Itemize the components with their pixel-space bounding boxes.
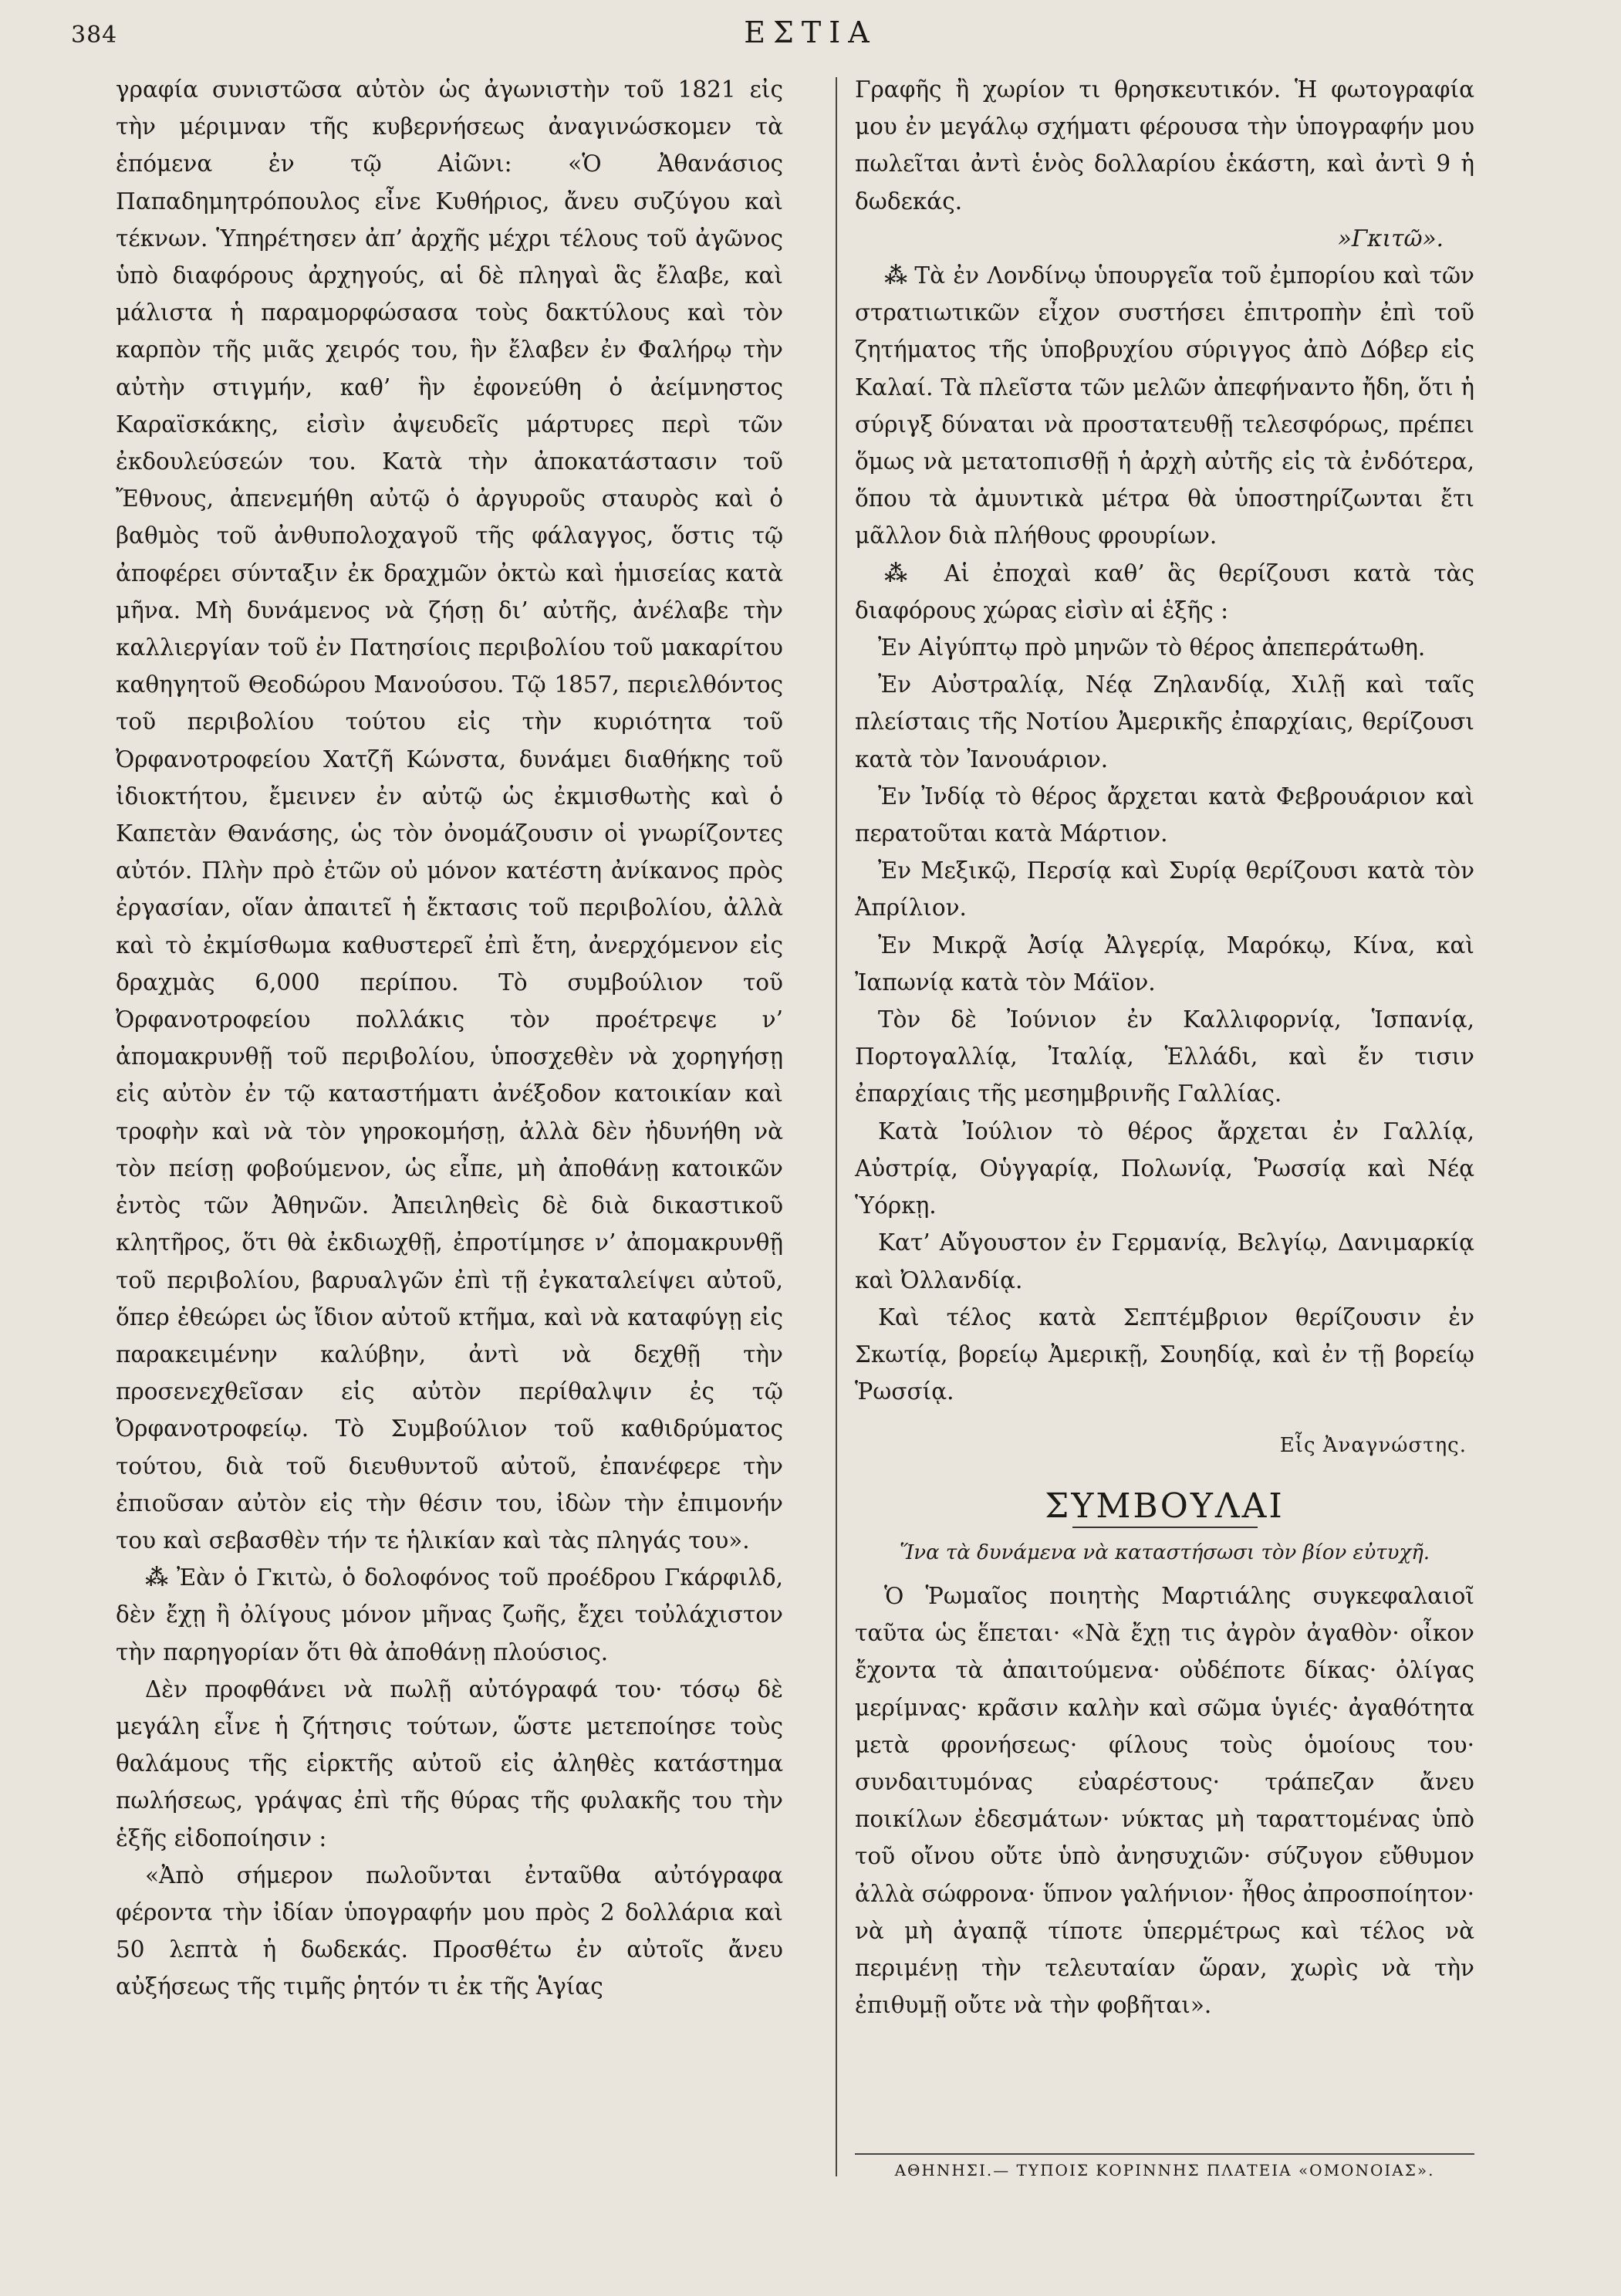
column-divider: [836, 77, 837, 2176]
harvest-list-item: Τὸν δὲ Ἰούνιον ἐν Καλλιφορνίᾳ, Ἱσπανίᾳ, Πορτογαλλίᾳ, Ἰταλίᾳ, Ἑλλάδι, καὶ ἔν τισιν ἐπαρχίαις τῆς μεσημβρινῆς Γαλλίας.: [855, 1006, 1474, 1107]
page-number: 384: [71, 22, 118, 49]
harvest-list-item: Ἐν Μικρᾷ Ἀσίᾳ Ἀλγερίᾳ, Μαρόκῳ, Κίνα, καὶ Ἰαπωνίᾳ κατὰ τὸν Μάϊον.: [855, 932, 1474, 996]
harvest-list-item: Κατὰ Ἰούλιον τὸ θέρος ἄρχεται ἐν Γαλλίᾳ, Αὐστρίᾳ, Οὑγγαρίᾳ, Πολωνίᾳ, Ῥωσσίᾳ καὶ Νέᾳ Ὑόρκῃ.: [855, 1118, 1474, 1219]
autograph-paragraph: Δὲν προφθάνει νὰ πωλῇ αὐτόγραφά του· τόσῳ δὲ μεγάλη εἶνε ἡ ζήτησις τούτων, ὥστε μετεποίησε τοὺς θαλάμους τῆς εἱρκτῆς αὐτοῦ εἰς ἀληθὲς κατάστημα πωλήσεως, γράψας ἐπὶ τῆς θύρας τῆς φυλακῆς του τὴν ἑξῆς εἰδοποίησιν :: [116, 1676, 783, 1851]
imprint-rule: [855, 2153, 1474, 2155]
notice-quote-continuation: Γραφῆς ἢ χωρίον τι θρησκευτικόν. Ἡ φωτογραφία μου ἐν μεγάλῳ σχήματι φέρουσα τὴν ὑπογραφήν μου πωλεῖται ἀντὶ ἑνὸς δολλαρίου ἑκάστη, καὶ ἀντὶ 9 ἡ δωδεκάς.: [855, 76, 1474, 215]
signature-gkito-text: »Γκιτῶ».: [1337, 225, 1444, 252]
article-continuation-paragraph: γραφία συνιστῶσα αὐτὸν ὡς ἀγωνιστὴν τοῦ 1821 εἰς τὴν μέριμναν τῆς κυβερνήσεως ἀναγινώσκομεν τὰ ἑπόμενα ἐν τῷ Αἰῶνι: «Ὁ Ἀθανάσιος Παπαδημητρόπουλος εἶνε Κυθήριος, ἄνευ συζύγου καὶ τέκνων. Ὑπηρέτησεν ἀπ’ ἀρχῆς μέχρι τέλους τοῦ ἀγῶνος ὑπὸ διαφόρους ἀρχηγούς, αἱ δὲ πληγαὶ ἃς ἔλαβε, καὶ μάλιστα ἡ παραμορφώσασα τοὺς δακτύλους καὶ τὸν καρπὸν τῆς μιᾶς χειρός του, ἣν ἔλαβεν ἐν Φαλήρῳ τὴν αὐτὴν στιγμήν, καθ’ ἣν ἐφονεύθη ὁ ἀείμνηστος Καραϊσκάκης, εἰσὶν ἀψευδεῖς μάρτυρες περὶ τῶν ἐκδουλεύσεών του. Κατὰ τὴν ἀποκατάστασιν τοῦ Ἔθνους, ἀπενεμήθη αὐτῷ ὁ ἀργυροῦς σταυρὸς καὶ ὁ βαθμὸς τοῦ ἀνθυπολοχαγοῦ τῆς φάλαγγος, ὅστις τῷ ἀποφέρει σύνταξιν ἐκ δραχμῶν ὀκτὼ καὶ ἡμισείας κατὰ μῆνα. Μὴ δυνάμενος νὰ ζήσῃ δι’ αὐτῆς, ἀνέλαβε τὴν καλλιεργίαν τοῦ ἐν Πατησίοις περιβολίου τοῦ μακαρίτου καθηγητοῦ Θεοδώρου Μανούσου. Τῷ 1857, περιελθόντος τοῦ περιβολίου τούτου εἰς τὴν κυριότητα τοῦ Ὀρφανοτροφείου Χατζῆ Κώνστα, δυνάμει διαθήκης τοῦ ἰδιοκτήτου, ἔμεινεν ἐν αὐτῷ ὡς ἐκμισθωτὴς καὶ ὁ Καπετὰν Θανάσης, ὡς τὸν ὀνομάζουσιν οἱ γνωρίζοντες αὐτόν. Πλὴν πρὸ ἐτῶν οὐ μόνον κατέστη ἀνίκανος πρὸς ἐργασίαν, οἵαν ἀπαιτεῖ ἡ ἔκτασις τοῦ περιβολίου, ἀλλὰ καὶ τὸ ἐκμίσθωμα καθυστερεῖ ἐπὶ ἔτη, ἀνερχόμενον εἰς δραχμὰς 6,000 περίπου. Τὸ συμβούλιον τοῦ Ὀρφανοτροφείου πολλάκις τὸν προέτρεψε ν’ ἀπομακρυνθῇ τοῦ περιβολίου, ὑποσχεθὲν νὰ χορηγήσῃ εἰς αὐτὸν ἐν τῷ καταστήματι ἀνέξοδον κατοικίαν καὶ τροφὴν καὶ νὰ τὸν γηροκομήσῃ, ἀλλὰ δὲν ἠδυνήθη νὰ τὸν πείσῃ φοβούμενον, ὡς εἶπε, μὴ ἀποθάνῃ κατοικῶν ἐντὸς τῶν Ἀθηνῶν. Ἀπειληθεὶς δὲ διὰ δικαστικοῦ κλητῆρος, ὅτι θὰ ἐκδιωχθῇ, ἐπροτίμησε ν’ ἀπομακρυνθῇ τοῦ περιβολίου, βαρυαλγῶν ἐπὶ τῇ ἐγκαταλείψει αὐτοῦ, ὅπερ ἐθεώρει ὡς ἴδιον αὐτοῦ κτῆμα, καὶ νὰ καταφύγῃ εἰς παρακειμένην καλύβην, ἀντὶ νὰ δεχθῇ τὴν προσενεχθεῖσαν εἰς αὐτὸν περίθαλψιν ἐς τῷ Ὀρφανοτροφείῳ. Τὸ Συμβούλιον τοῦ καθιδρύματος τούτου, διὰ τοῦ διευθυντοῦ αὐτοῦ, ἐπανέφερε τὴν ἐπιοῦσαν αὐτὸν εἰς τὴν θέσιν του, ἰδὼν τὴν ἐπιμονήν του καὶ σεβασθὲν τήν τε ἡλικίαν καὶ τὰς πληγάς του».: [116, 76, 783, 1554]
harvest-list-item: Ἐν Ἰνδίᾳ τὸ θέρος ἄρχεται κατὰ Φεβρουάριον καὶ περατοῦται κατὰ Μάρτιον.: [855, 783, 1474, 847]
harvest-list-item: Καὶ τέλος κατὰ Σεπτέμβριον θερίζουσιν ἐν Σκωτίᾳ, βορείῳ Ἀμερικῇ, Σουηδίᾳ, καὶ ἐν τῇ βορείῳ Ῥωσσίᾳ.: [855, 1304, 1474, 1405]
running-head: ΕΣΤΙΑ: [744, 15, 877, 49]
printer-imprint: ΑΘΗΝΗΣΙ.— ΤΥΠΟΙΣ ΚΟΡΙΝΝΗΣ ΠΛΑΤΕΙΑ «ΟΜΟΝΟΙΑΣ».: [894, 2161, 1435, 2179]
section-marker-icon: ⁂: [145, 1564, 168, 1591]
harvest-intro-paragraph: [855, 555, 1474, 629]
guiteau-paragraph-text: Ἐὰν ὁ Γκιτὼ, ὁ δολοφόνος τοῦ προέδρου Γκάρφιλδ, δὲν ἔχῃ ἢ ὀλίγους μόνον μῆνας ζωῆς, ἔχει τοὐλάχιστον τὴν παρηγορίαν ὅτι θὰ ἀποθάνῃ πλούσιος.: [116, 1564, 784, 1665]
harvest-list-item: Κατ’ Αὔγουστον ἐν Γερμανίᾳ, Βελγίῳ, Δανιμαρκίᾳ καὶ Ὀλλανδίᾳ.: [855, 1229, 1474, 1293]
section-marker-icon: ⁂: [884, 262, 907, 289]
section-subtitle: Ἵνα τὰ δυνάμενα νὰ καταστήσωσι τὸν βίον εὐτυχῆ.: [899, 1540, 1430, 1564]
london-tunnel-text: Τὰ ἐν Λονδίνῳ ὑπουργεῖα τοῦ ἐμπορίου καὶ τῶν στρατιωτικῶν εἶχον συστήσει ἐπιτροπὴν ἐπὶ τοῦ ζητήματος τῆς ὑποβρυχίου σύριγγος ἀπὸ Δόβερ εἰς Καλαί. Τὰ πλεῖστα τῶν μελῶν ἀπεφήναντο ἤδη, ὅτι ἡ σύριγξ δύναται νὰ προστατευθῇ τελεσφόρως, πρέπει ὅμως νὰ μετατοπισθῇ ἡ ἀρχὴ αὐτῆς εἰς τὰ ἐνδότερα, ὅπου τὰ ἀμυντικὰ μέτρα θὰ ὑποστηρίζωνται ἔτι μᾶλλον διὰ πλήθους φρουρίων.: [855, 262, 1474, 549]
signature-reader: Εἷς Ἀναγνώστης.: [1279, 1434, 1467, 1458]
section-marker-icon: ⁂: [884, 559, 922, 587]
london-tunnel-paragraph: [855, 257, 1474, 555]
signature-gkito: [855, 220, 1474, 257]
title-underline: [1072, 1527, 1258, 1528]
harvest-list-item: Ἐν Αὐστραλίᾳ, Νέᾳ Ζηλανδίᾳ, Χιλῇ καὶ ταῖς πλείσταις τῆς Νοτίου Ἀμερικῆς ἐπαρχίαις, θερίζουσι κατὰ τὸν Ἰανουάριον.: [855, 671, 1474, 773]
left-column: [116, 71, 783, 2006]
harvest-intro-text: Αἱ ἐποχαὶ καθ’ ἃς θερίζουσι κατὰ τὰς διαφόρους χώρας εἰσὶν αἱ ἑξῆς :: [855, 560, 1474, 624]
harvest-list-item: Ἐν Μεξικῷ, Περσίᾳ καὶ Συρίᾳ θερίζουσι κατὰ τὸν Ἀπρίλιον.: [855, 857, 1474, 921]
right-column: [855, 71, 1474, 2024]
advice-paragraph: Ὁ Ῥωμαῖος ποιητὴς Μαρτιάλης συγκεφαλαιοῖ ταῦτα ὡς ἕπεται· «Νὰ ἔχῃ τις ἀγρὸν ἀγαθὸν· οἶκον ἔχοντα τὰ ἀπαιτούμενα· οὐδέποτε δίκας· ὀλίγας μερίμνας· κρᾶσιν καλὴν καὶ σῶμα ὑγιές· ἀγαθότητα μετὰ φρονήσεως· φίλους τοὺς ὁμοίους του· συνδαιτυμόνας εὐαρέστους· τράπεζαν ἄνευ ποικίλων ἐδεσμάτων· νύκτας μὴ ταραττομένας ὑπὸ τοῦ οἴνου οὔτε ὑπὸ ἀνησυχιῶν· σύζυγον εὔθυμον ἀλλὰ σώφρονα· ὕπνον γαλήνιον· ἦθος ἀπροσποίητον· νὰ μὴ ἀγαπᾷ τίποτε ὑπερμέτρως καὶ τέλος νὰ περιμένῃ τὴν τελευταίαν ὥραν, χωρὶς νὰ τὴν ἐπιθυμῇ οὔτε νὰ τὴν φοβῆται».: [855, 1582, 1474, 2019]
notice-quote-paragraph: «Ἀπὸ σήμερον πωλοῦνται ἐνταῦθα αὐτόγραφα φέροντα τὴν ἰδίαν ὑπογραφήν μου πρὸς 2 δολλάρια καὶ 50 λεπτὰ ἡ δωδεκάς. Προσθέτω ἐν αὐτοῖς ἄνευ αὐξήσεως τῆς τιμῆς ῥητόν τι ἐκ τῆς Ἁγίας: [116, 1861, 783, 2000]
section-title: ΣΥΜΒΟΥΛΑΙ: [1045, 1486, 1285, 1526]
harvest-list-item: Ἐν Αἰγύπτῳ πρὸ μηνῶν τὸ θέρος ἀπεπεράτωθη.: [878, 634, 1426, 661]
guiteau-paragraph: [116, 1559, 783, 1671]
